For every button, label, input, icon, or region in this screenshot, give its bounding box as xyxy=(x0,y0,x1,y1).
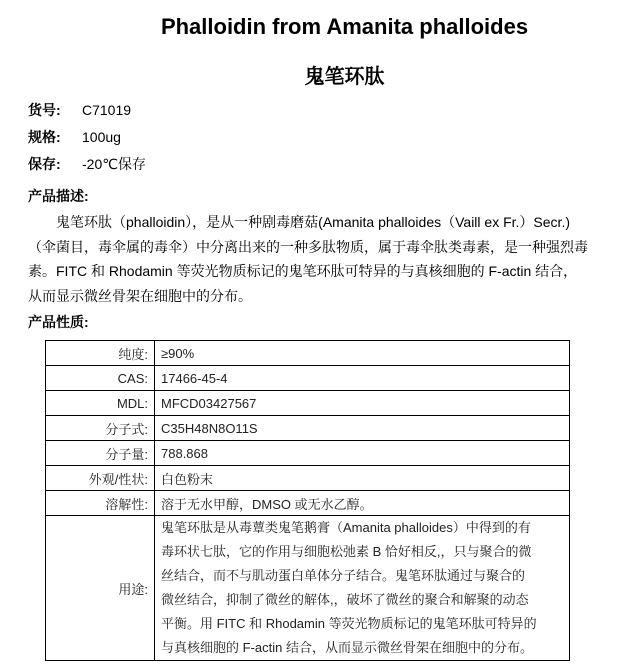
meta-item-size: 规格: 100ug xyxy=(28,129,121,145)
description-text: 鬼笔环肽（phalloidin），是从一种剧毒磨菇(Amanita phalloides（Vaill ex Fr.）Secr.) （伞菌目，毒伞属的毒伞）中分离出来的一种多肽物质，属于毒伞肽类毒素，是一种强烈毒 素。FITC 和 Rhodamin 等荧光物质标记的鬼笔环肽可特异的与真核细胞的 F-actin 结合， 从而显示微丝骨架在细胞中的分布。 xyxy=(28,214,588,304)
table-row: 分子式: C35H48N8O11S xyxy=(46,416,570,441)
meta-item-storage: 保存: -20℃保存 xyxy=(28,156,146,172)
title-en: Phalloidin from Amanita phalloides xyxy=(160,14,529,39)
table-row: CAS: 17466-45-4 xyxy=(46,366,570,391)
properties-heading: 产品性质: xyxy=(28,314,89,330)
table-row: 纯度: ≥90% xyxy=(46,341,570,366)
properties-table xyxy=(45,340,570,661)
table-row: MDL: MFCD03427567 xyxy=(46,391,570,416)
table-row-usage: 用途: 鬼笔环肽是从毒蕈类鬼笔鹅膏（Amanita phalloides）中得到的有 毒环状七肽，它的作用与细胞松弛素 B 恰好相反,，只与聚合的微 丝结合，而不与肌动蛋白单体分子结合。鬼笔环肽通过与聚合的 微丝结合，抑制了微丝的解体,，破坏了微丝的聚合和解聚的动态 平衡。用 FITC 和 Rhodamin 等荧光物质标记的鬼笔环肽可特异的 与真核细胞的 F-actin 结合，从而显示微丝骨架在细胞中的分布。 xyxy=(46,516,570,661)
table-row: 溶解性: 溶于无水甲醇，DMSO 或无水乙醇。 xyxy=(46,491,570,516)
title-cn: 鬼笔环肽 xyxy=(304,66,385,88)
table-row: 外观/性状: 白色粉末 xyxy=(46,466,570,491)
description-heading: 产品描述: xyxy=(28,188,89,204)
table-row: 分子量: 788.868 xyxy=(46,441,570,466)
meta-item-catalog: 货号: C71019 xyxy=(28,102,132,118)
